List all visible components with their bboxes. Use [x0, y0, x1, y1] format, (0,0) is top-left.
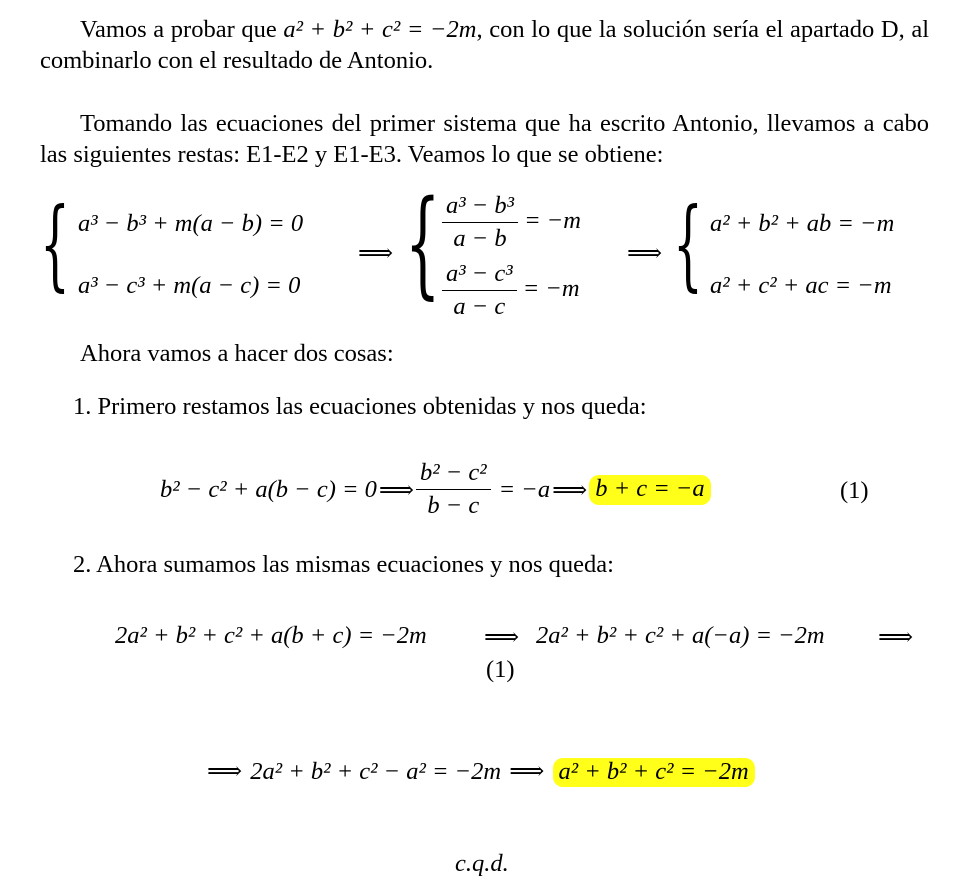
system2-eq1-rhs: = −m: [524, 207, 581, 235]
highlighted-result-1: b + c = −a: [589, 475, 710, 505]
equation-1: [160, 459, 711, 520]
system2-fraction-2: [442, 260, 517, 321]
equation-1-lhs: b² − c² + a(b − c) = 0: [160, 475, 377, 503]
equation-2-lhs: 2a² + b² + c² + a(b + c) = −2m: [115, 622, 427, 649]
system2-eq2: [442, 260, 580, 321]
implies-arrow: ⟹: [207, 758, 243, 785]
equation-1-fraction: [416, 459, 491, 520]
intro-paragraph: [40, 14, 929, 76]
equation-3: [205, 756, 755, 786]
system1-eq2: a³ − c³ + m(a − c) = 0: [78, 272, 301, 299]
ahora-heading: Ahora vamos a hacer dos cosas:: [80, 340, 394, 367]
implies-arrow: ⟹: [509, 758, 545, 785]
equation-label-1: (1): [840, 477, 869, 504]
equation-2-rhs: 2a² + b² + c² + a(−a) = −2m: [536, 622, 825, 649]
fraction-numerator: b² − c²: [416, 459, 491, 490]
highlighted-result-2: a² + b² + c² = −2m: [553, 758, 755, 787]
system2-eq2-rhs: = −m: [522, 275, 580, 303]
implies-arrow-2: ⟹: [627, 240, 663, 267]
implies-arrow: ⟹: [378, 476, 415, 504]
fraction-numerator: a³ − b³: [442, 192, 518, 223]
equation-3-lhs: 2a² + b² + c² − a² = −2m: [250, 758, 502, 785]
list-item-marker: 2.: [73, 551, 92, 578]
system3-eq1: a² + b² + ab = −m: [710, 210, 895, 237]
implies-arrow-labeled: ⟹: [484, 624, 520, 651]
method-paragraph: Tomando las ecuaciones del primer sistema que ha escrito Antonio, llevamos a cabo las siguientes restas: E1-E2 y E1-E3. Veamos lo que se obtiene:: [40, 110, 929, 168]
intro-target-equation: a² + b² + c² = −2m: [283, 16, 477, 43]
system2-fraction-1: [442, 192, 518, 253]
system3-eq2: a² + c² + ac = −m: [710, 272, 892, 299]
intro-text-before: Vamos a probar que: [80, 16, 277, 43]
list-item-1: [73, 393, 647, 421]
list-item-text: Ahora sumamos las mismas ecuaciones y nos queda:: [96, 551, 614, 578]
fraction-denominator: b − c: [427, 492, 480, 519]
left-brace-3: {: [673, 188, 703, 302]
left-brace-1: {: [40, 188, 70, 302]
fraction-numerator: a³ − c³: [442, 260, 517, 291]
implies-arrow: ⟹: [552, 476, 588, 504]
list-item-text: Primero restamos las ecuaciones obtenidas y nos queda:: [97, 393, 647, 420]
arrow-label: (1): [486, 656, 515, 683]
fraction-denominator: a − b: [453, 225, 507, 252]
equation-1-fraction-rhs: = −a: [498, 475, 551, 503]
list-item-marker: 1.: [73, 393, 92, 420]
list-item-2: [73, 551, 614, 579]
system1-eq1: a³ − b³ + m(a − b) = 0: [78, 210, 304, 237]
implies-arrow-1: ⟹: [358, 240, 394, 267]
intro-text-after: , con lo que la solución sería el apartado D, al combinarlo con el resultado de Antonio.: [40, 16, 930, 74]
left-brace-2: {: [405, 176, 441, 311]
implies-arrow-end: ⟹: [878, 624, 914, 651]
fraction-denominator: a − c: [453, 293, 506, 320]
cqd-label: c.q.d.: [455, 850, 509, 877]
system2-eq1: [442, 192, 581, 253]
